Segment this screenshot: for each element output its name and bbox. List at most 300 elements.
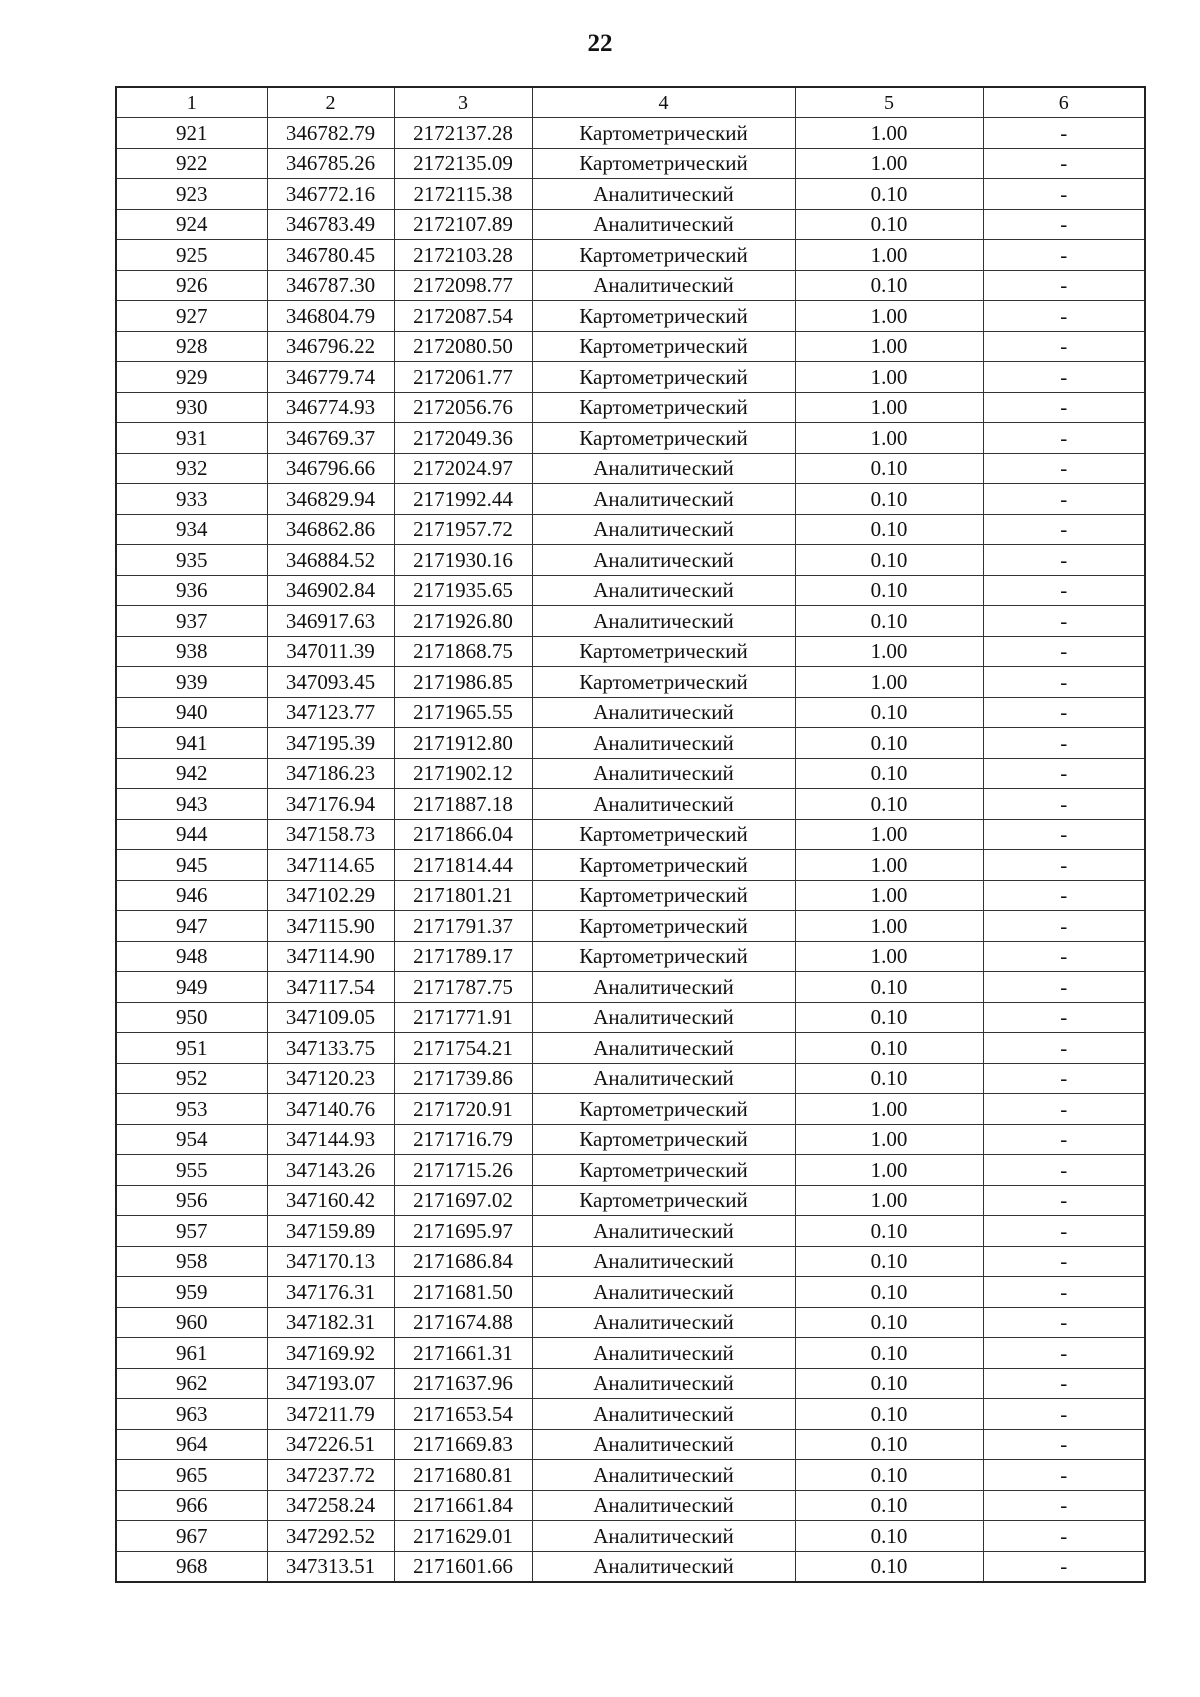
cell-point-number: 965 [116, 1460, 267, 1491]
cell-point-number: 924 [116, 209, 267, 240]
cell-method: Картометрический [532, 911, 795, 942]
table-row [116, 1429, 1145, 1460]
cell-method: Аналитический [532, 606, 795, 637]
table-row [116, 331, 1145, 362]
cell-method: Аналитический [532, 545, 795, 576]
cell-y-coordinate: 2171868.75 [394, 636, 532, 667]
cell-point-number: 936 [116, 575, 267, 606]
cell-y-coordinate: 2171754.21 [394, 1033, 532, 1064]
cell-x-coordinate: 346774.93 [267, 392, 394, 423]
cell-note: - [983, 1521, 1145, 1552]
cell-accuracy: 0.10 [795, 1033, 983, 1064]
header-cell-2: 2 [267, 87, 394, 118]
cell-point-number: 927 [116, 301, 267, 332]
cell-method: Аналитический [532, 209, 795, 240]
cell-y-coordinate: 2171739.86 [394, 1063, 532, 1094]
cell-accuracy: 1.00 [795, 148, 983, 179]
cell-x-coordinate: 346785.26 [267, 148, 394, 179]
cell-note: - [983, 1002, 1145, 1033]
cell-point-number: 953 [116, 1094, 267, 1125]
cell-note: - [983, 545, 1145, 576]
table-row [116, 148, 1145, 179]
cell-x-coordinate: 346779.74 [267, 362, 394, 393]
cell-point-number: 925 [116, 240, 267, 271]
cell-note: - [983, 1277, 1145, 1308]
table-row [116, 789, 1145, 820]
cell-x-coordinate: 347133.75 [267, 1033, 394, 1064]
cell-x-coordinate: 347158.73 [267, 819, 394, 850]
cell-y-coordinate: 2172056.76 [394, 392, 532, 423]
cell-accuracy: 1.00 [795, 392, 983, 423]
cell-method: Картометрический [532, 1094, 795, 1125]
cell-x-coordinate: 347115.90 [267, 911, 394, 942]
cell-y-coordinate: 2171716.79 [394, 1124, 532, 1155]
cell-note: - [983, 728, 1145, 759]
table-row [116, 1490, 1145, 1521]
cell-point-number: 944 [116, 819, 267, 850]
cell-note: - [983, 514, 1145, 545]
table-row [116, 667, 1145, 698]
cell-point-number: 934 [116, 514, 267, 545]
cell-y-coordinate: 2171771.91 [394, 1002, 532, 1033]
cell-y-coordinate: 2171715.26 [394, 1155, 532, 1186]
cell-accuracy: 0.10 [795, 1429, 983, 1460]
cell-point-number: 922 [116, 148, 267, 179]
table-row [116, 1399, 1145, 1430]
table-row [116, 575, 1145, 606]
cell-x-coordinate: 346783.49 [267, 209, 394, 240]
cell-note: - [983, 392, 1145, 423]
table-row [116, 850, 1145, 881]
cell-accuracy: 0.10 [795, 179, 983, 210]
cell-accuracy: 1.00 [795, 911, 983, 942]
cell-accuracy: 1.00 [795, 1094, 983, 1125]
cell-accuracy: 0.10 [795, 1216, 983, 1247]
cell-accuracy: 1.00 [795, 819, 983, 850]
cell-accuracy: 0.10 [795, 758, 983, 789]
cell-x-coordinate: 346917.63 [267, 606, 394, 637]
cell-accuracy: 0.10 [795, 209, 983, 240]
cell-accuracy: 0.10 [795, 789, 983, 820]
table-row [116, 941, 1145, 972]
coordinates-table [115, 86, 1146, 1583]
cell-accuracy: 0.10 [795, 484, 983, 515]
cell-x-coordinate: 347226.51 [267, 1429, 394, 1460]
cell-x-coordinate: 346780.45 [267, 240, 394, 271]
table-row [116, 1002, 1145, 1033]
cell-point-number: 929 [116, 362, 267, 393]
cell-note: - [983, 1429, 1145, 1460]
cell-method: Аналитический [532, 453, 795, 484]
header-cell-6: 6 [983, 87, 1145, 118]
cell-x-coordinate: 347117.54 [267, 972, 394, 1003]
cell-method: Аналитический [532, 1521, 795, 1552]
cell-point-number: 963 [116, 1399, 267, 1430]
cell-x-coordinate: 347237.72 [267, 1460, 394, 1491]
cell-x-coordinate: 347170.13 [267, 1246, 394, 1277]
cell-method: Аналитический [532, 1002, 795, 1033]
table-row [116, 636, 1145, 667]
cell-x-coordinate: 347292.52 [267, 1521, 394, 1552]
cell-point-number: 950 [116, 1002, 267, 1033]
cell-point-number: 949 [116, 972, 267, 1003]
cell-accuracy: 0.10 [795, 1338, 983, 1369]
cell-point-number: 940 [116, 697, 267, 728]
cell-y-coordinate: 2171801.21 [394, 880, 532, 911]
cell-note: - [983, 1246, 1145, 1277]
cell-x-coordinate: 347258.24 [267, 1490, 394, 1521]
cell-y-coordinate: 2171992.44 [394, 484, 532, 515]
cell-method: Аналитический [532, 758, 795, 789]
table-row [116, 880, 1145, 911]
cell-method: Картометрический [532, 301, 795, 332]
cell-point-number: 966 [116, 1490, 267, 1521]
table-row [116, 1338, 1145, 1369]
cell-y-coordinate: 2171681.50 [394, 1277, 532, 1308]
cell-note: - [983, 362, 1145, 393]
cell-note: - [983, 1460, 1145, 1491]
cell-point-number: 926 [116, 270, 267, 301]
table-row [116, 1124, 1145, 1155]
cell-point-number: 956 [116, 1185, 267, 1216]
table-row [116, 697, 1145, 728]
table-row [116, 911, 1145, 942]
cell-point-number: 952 [116, 1063, 267, 1094]
cell-point-number: 961 [116, 1338, 267, 1369]
cell-method: Картометрический [532, 423, 795, 454]
cell-y-coordinate: 2172087.54 [394, 301, 532, 332]
table-row [116, 514, 1145, 545]
cell-x-coordinate: 347169.92 [267, 1338, 394, 1369]
cell-note: - [983, 148, 1145, 179]
cell-accuracy: 1.00 [795, 1124, 983, 1155]
cell-note: - [983, 1338, 1145, 1369]
cell-point-number: 951 [116, 1033, 267, 1064]
cell-accuracy: 1.00 [795, 1185, 983, 1216]
cell-y-coordinate: 2171661.84 [394, 1490, 532, 1521]
cell-y-coordinate: 2171814.44 [394, 850, 532, 881]
cell-note: - [983, 453, 1145, 484]
table-body [116, 118, 1145, 1583]
cell-note: - [983, 789, 1145, 820]
cell-point-number: 955 [116, 1155, 267, 1186]
cell-y-coordinate: 2171653.54 [394, 1399, 532, 1430]
cell-y-coordinate: 2171791.37 [394, 911, 532, 942]
cell-point-number: 943 [116, 789, 267, 820]
table-row [116, 1185, 1145, 1216]
table-row [116, 606, 1145, 637]
cell-y-coordinate: 2172107.89 [394, 209, 532, 240]
cell-point-number: 923 [116, 179, 267, 210]
cell-x-coordinate: 347176.31 [267, 1277, 394, 1308]
cell-y-coordinate: 2172024.97 [394, 453, 532, 484]
cell-note: - [983, 1063, 1145, 1094]
cell-point-number: 947 [116, 911, 267, 942]
cell-method: Аналитический [532, 1399, 795, 1430]
cell-point-number: 935 [116, 545, 267, 576]
cell-note: - [983, 1307, 1145, 1338]
cell-accuracy: 1.00 [795, 423, 983, 454]
cell-accuracy: 0.10 [795, 1551, 983, 1582]
cell-x-coordinate: 347123.77 [267, 697, 394, 728]
cell-point-number: 967 [116, 1521, 267, 1552]
cell-note: - [983, 331, 1145, 362]
cell-accuracy: 1.00 [795, 850, 983, 881]
cell-accuracy: 1.00 [795, 636, 983, 667]
cell-x-coordinate: 347182.31 [267, 1307, 394, 1338]
table-row [116, 545, 1145, 576]
cell-accuracy: 1.00 [795, 941, 983, 972]
cell-method: Аналитический [532, 1033, 795, 1064]
cell-note: - [983, 209, 1145, 240]
cell-point-number: 939 [116, 667, 267, 698]
cell-note: - [983, 118, 1145, 149]
cell-method: Аналитический [532, 1551, 795, 1582]
cell-point-number: 948 [116, 941, 267, 972]
cell-y-coordinate: 2171986.85 [394, 667, 532, 698]
cell-x-coordinate: 347109.05 [267, 1002, 394, 1033]
cell-note: - [983, 1490, 1145, 1521]
cell-method: Картометрический [532, 941, 795, 972]
cell-y-coordinate: 2171965.55 [394, 697, 532, 728]
table-row [116, 240, 1145, 271]
cell-accuracy: 0.10 [795, 1368, 983, 1399]
cell-note: - [983, 1155, 1145, 1186]
cell-method: Картометрический [532, 819, 795, 850]
cell-note: - [983, 606, 1145, 637]
table-row [116, 392, 1145, 423]
header-cell-5: 5 [795, 87, 983, 118]
cell-accuracy: 1.00 [795, 667, 983, 698]
cell-note: - [983, 179, 1145, 210]
cell-method: Аналитический [532, 514, 795, 545]
cell-point-number: 928 [116, 331, 267, 362]
table-row [116, 1521, 1145, 1552]
cell-accuracy: 1.00 [795, 880, 983, 911]
cell-x-coordinate: 347160.42 [267, 1185, 394, 1216]
cell-accuracy: 0.10 [795, 1460, 983, 1491]
cell-y-coordinate: 2172103.28 [394, 240, 532, 271]
cell-accuracy: 0.10 [795, 1307, 983, 1338]
cell-x-coordinate: 347186.23 [267, 758, 394, 789]
cell-x-coordinate: 347193.07 [267, 1368, 394, 1399]
cell-x-coordinate: 347176.94 [267, 789, 394, 820]
cell-y-coordinate: 2171629.01 [394, 1521, 532, 1552]
cell-point-number: 938 [116, 636, 267, 667]
cell-method: Аналитический [532, 789, 795, 820]
cell-y-coordinate: 2171601.66 [394, 1551, 532, 1582]
cell-y-coordinate: 2171912.80 [394, 728, 532, 759]
cell-note: - [983, 1368, 1145, 1399]
cell-x-coordinate: 346796.66 [267, 453, 394, 484]
cell-y-coordinate: 2172049.36 [394, 423, 532, 454]
table-row [116, 1307, 1145, 1338]
cell-x-coordinate: 346804.79 [267, 301, 394, 332]
cell-note: - [983, 636, 1145, 667]
cell-accuracy: 0.10 [795, 1246, 983, 1277]
cell-note: - [983, 1185, 1145, 1216]
cell-accuracy: 1.00 [795, 331, 983, 362]
table-row [116, 362, 1145, 393]
table-row [116, 972, 1145, 1003]
cell-point-number: 957 [116, 1216, 267, 1247]
cell-x-coordinate: 346772.16 [267, 179, 394, 210]
cell-note: - [983, 301, 1145, 332]
cell-x-coordinate: 347159.89 [267, 1216, 394, 1247]
cell-method: Аналитический [532, 1307, 795, 1338]
header-row [116, 87, 1145, 118]
cell-x-coordinate: 347140.76 [267, 1094, 394, 1125]
table-row [116, 1033, 1145, 1064]
cell-accuracy: 0.10 [795, 728, 983, 759]
table-row [116, 728, 1145, 759]
cell-accuracy: 1.00 [795, 362, 983, 393]
cell-point-number: 930 [116, 392, 267, 423]
cell-y-coordinate: 2172098.77 [394, 270, 532, 301]
cell-method: Картометрический [532, 850, 795, 881]
cell-point-number: 968 [116, 1551, 267, 1582]
cell-y-coordinate: 2171674.88 [394, 1307, 532, 1338]
cell-point-number: 937 [116, 606, 267, 637]
cell-method: Аналитический [532, 1490, 795, 1521]
cell-point-number: 921 [116, 118, 267, 149]
table-row [116, 209, 1145, 240]
cell-accuracy: 0.10 [795, 1399, 983, 1430]
cell-accuracy: 0.10 [795, 1490, 983, 1521]
cell-note: - [983, 758, 1145, 789]
cell-y-coordinate: 2171789.17 [394, 941, 532, 972]
cell-accuracy: 0.10 [795, 514, 983, 545]
cell-method: Картометрический [532, 240, 795, 271]
cell-method: Аналитический [532, 697, 795, 728]
cell-y-coordinate: 2171887.18 [394, 789, 532, 820]
cell-x-coordinate: 347093.45 [267, 667, 394, 698]
cell-y-coordinate: 2171787.75 [394, 972, 532, 1003]
table-row [116, 758, 1145, 789]
cell-x-coordinate: 347313.51 [267, 1551, 394, 1582]
cell-y-coordinate: 2171695.97 [394, 1216, 532, 1247]
cell-note: - [983, 575, 1145, 606]
cell-x-coordinate: 346884.52 [267, 545, 394, 576]
cell-x-coordinate: 347120.23 [267, 1063, 394, 1094]
cell-note: - [983, 880, 1145, 911]
cell-point-number: 941 [116, 728, 267, 759]
table-row [116, 301, 1145, 332]
table-row [116, 423, 1145, 454]
cell-x-coordinate: 346862.86 [267, 514, 394, 545]
table-row [116, 819, 1145, 850]
header-cell-3: 3 [394, 87, 532, 118]
table-row [116, 1094, 1145, 1125]
cell-note: - [983, 1033, 1145, 1064]
cell-method: Аналитический [532, 484, 795, 515]
cell-note: - [983, 697, 1145, 728]
cell-x-coordinate: 347144.93 [267, 1124, 394, 1155]
cell-y-coordinate: 2172135.09 [394, 148, 532, 179]
table-row [116, 484, 1145, 515]
cell-note: - [983, 484, 1145, 515]
cell-method: Аналитический [532, 1246, 795, 1277]
cell-note: - [983, 240, 1145, 271]
cell-x-coordinate: 347143.26 [267, 1155, 394, 1186]
cell-y-coordinate: 2172115.38 [394, 179, 532, 210]
cell-accuracy: 0.10 [795, 1521, 983, 1552]
cell-note: - [983, 667, 1145, 698]
table-row [116, 1063, 1145, 1094]
cell-point-number: 942 [116, 758, 267, 789]
cell-x-coordinate: 346787.30 [267, 270, 394, 301]
cell-method: Аналитический [532, 1216, 795, 1247]
table-row [116, 270, 1145, 301]
cell-method: Картометрический [532, 1185, 795, 1216]
cell-x-coordinate: 346829.94 [267, 484, 394, 515]
table-row [116, 118, 1145, 149]
cell-method: Аналитический [532, 972, 795, 1003]
cell-y-coordinate: 2171680.81 [394, 1460, 532, 1491]
cell-method: Аналитический [532, 1063, 795, 1094]
cell-y-coordinate: 2171686.84 [394, 1246, 532, 1277]
table-row [116, 1155, 1145, 1186]
cell-method: Аналитический [532, 575, 795, 606]
cell-accuracy: 0.10 [795, 545, 983, 576]
table-row [116, 1216, 1145, 1247]
cell-method: Картометрический [532, 880, 795, 911]
cell-y-coordinate: 2171637.96 [394, 1368, 532, 1399]
cell-x-coordinate: 347211.79 [267, 1399, 394, 1430]
cell-x-coordinate: 347011.39 [267, 636, 394, 667]
table-row [116, 1246, 1145, 1277]
cell-method: Аналитический [532, 1277, 795, 1308]
header-cell-4: 4 [532, 87, 795, 118]
cell-x-coordinate: 347114.90 [267, 941, 394, 972]
cell-x-coordinate: 346796.22 [267, 331, 394, 362]
table-row [116, 1368, 1145, 1399]
cell-accuracy: 0.10 [795, 575, 983, 606]
cell-y-coordinate: 2171720.91 [394, 1094, 532, 1125]
cell-accuracy: 0.10 [795, 606, 983, 637]
cell-method: Картометрический [532, 636, 795, 667]
cell-y-coordinate: 2171935.65 [394, 575, 532, 606]
table-row [116, 179, 1145, 210]
cell-x-coordinate: 346782.79 [267, 118, 394, 149]
cell-method: Картометрический [532, 362, 795, 393]
cell-method: Аналитический [532, 1338, 795, 1369]
cell-accuracy: 1.00 [795, 118, 983, 149]
cell-point-number: 958 [116, 1246, 267, 1277]
cell-note: - [983, 1124, 1145, 1155]
cell-method: Картометрический [532, 118, 795, 149]
cell-method: Аналитический [532, 1429, 795, 1460]
cell-x-coordinate: 346902.84 [267, 575, 394, 606]
cell-note: - [983, 1399, 1145, 1430]
cell-point-number: 954 [116, 1124, 267, 1155]
cell-x-coordinate: 347195.39 [267, 728, 394, 759]
cell-note: - [983, 423, 1145, 454]
cell-y-coordinate: 2171669.83 [394, 1429, 532, 1460]
page-number: 22 [587, 30, 613, 57]
cell-method: Аналитический [532, 1368, 795, 1399]
cell-point-number: 933 [116, 484, 267, 515]
cell-note: - [983, 1551, 1145, 1582]
cell-method: Картометрический [532, 331, 795, 362]
cell-y-coordinate: 2171866.04 [394, 819, 532, 850]
table-row [116, 1551, 1145, 1582]
cell-point-number: 932 [116, 453, 267, 484]
cell-note: - [983, 911, 1145, 942]
cell-point-number: 959 [116, 1277, 267, 1308]
cell-accuracy: 1.00 [795, 1155, 983, 1186]
header-cell-1: 1 [116, 87, 267, 118]
